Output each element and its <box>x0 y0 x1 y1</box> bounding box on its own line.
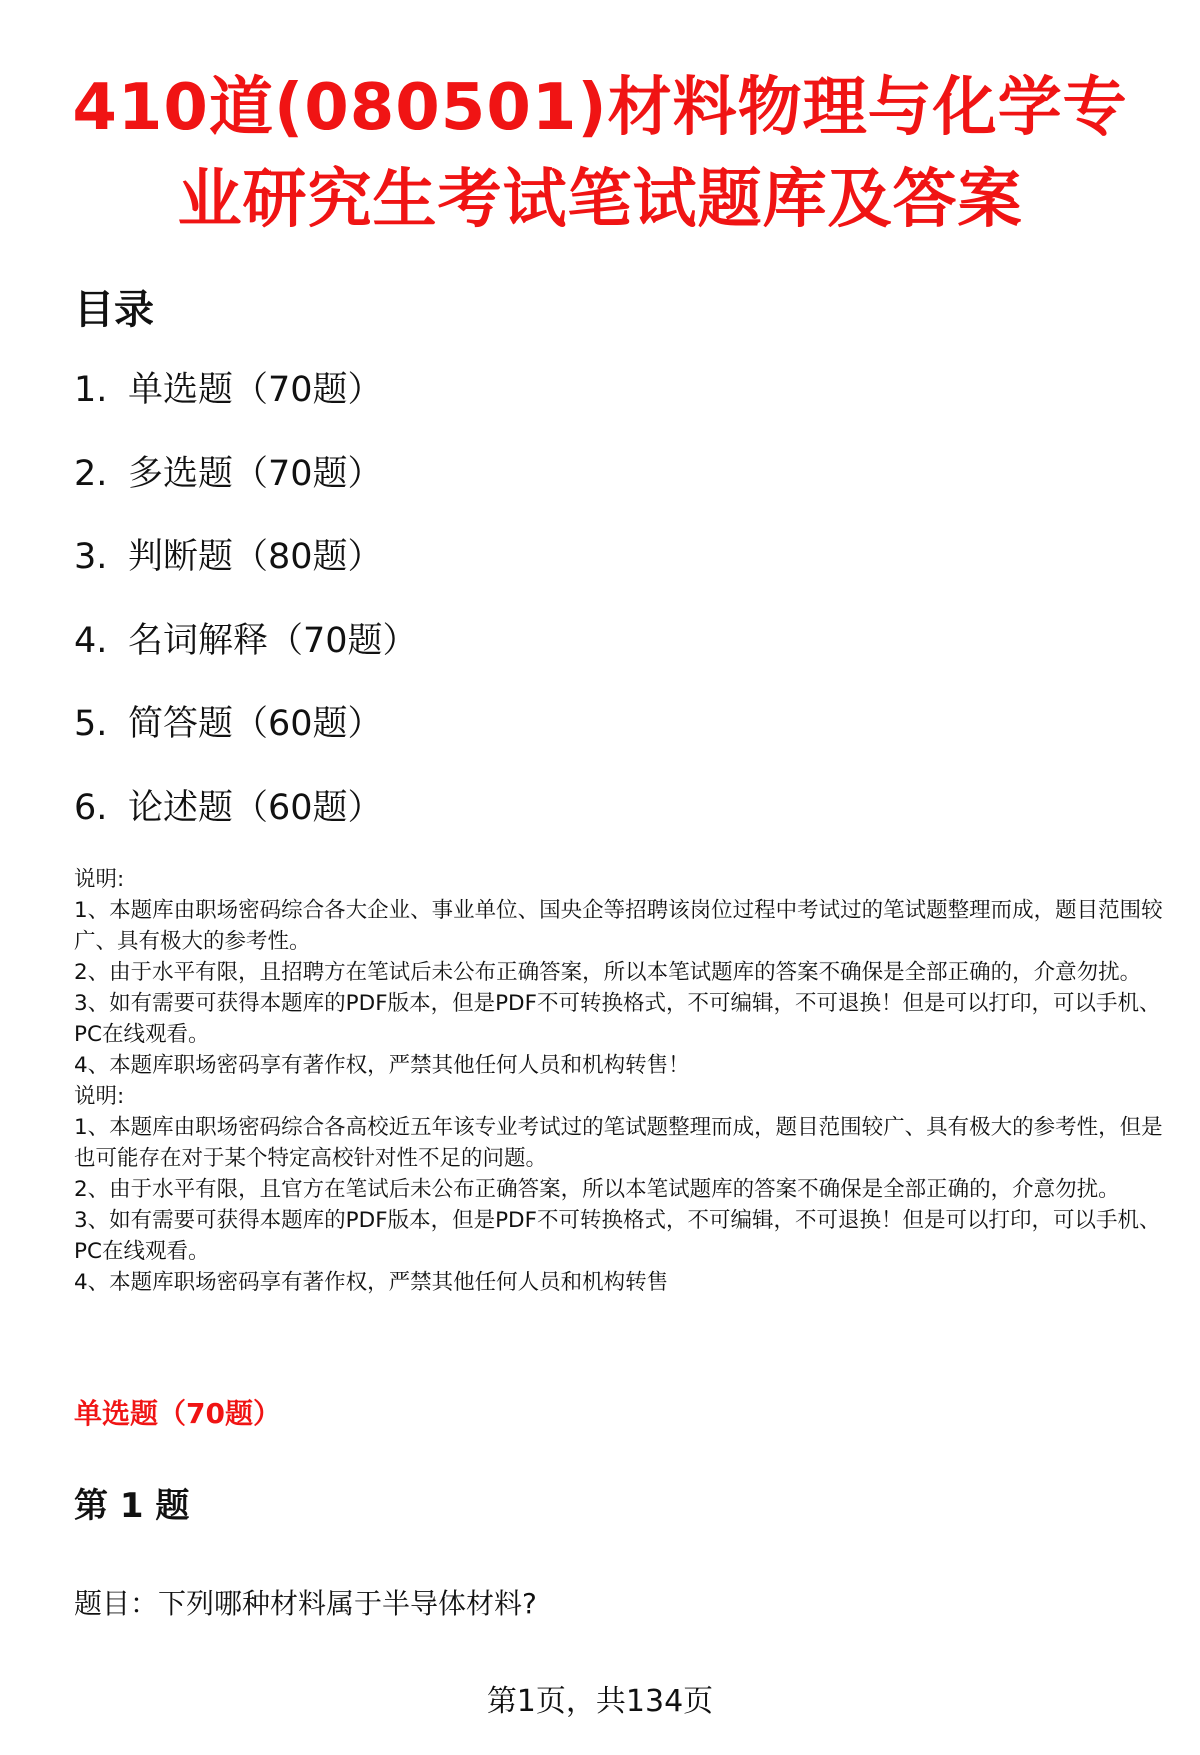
toc-item[interactable] <box>74 613 418 697</box>
toc-label: 多选题（70题） <box>128 453 383 494</box>
note-line: 1、本题库由职场密码综合各高校近五年该专业考试过的笔试题整理而成，题目范围较广、具有极大的参考性，但是也可能存在对于某个特定高校针对性不足的问题。 <box>74 1115 1163 1171</box>
toc-label: 判断题（80题） <box>128 537 383 577</box>
table-of-contents <box>74 362 418 863</box>
toc-number: 1. <box>74 370 108 410</box>
toc-label: 单选题（70题） <box>128 370 383 410</box>
toc-heading: 目录 <box>74 287 154 333</box>
toc-number: 3. <box>74 537 108 577</box>
toc-number: 5. <box>74 704 108 744</box>
title-line: 410道(080501)材料物理与化学专 <box>72 71 1128 145</box>
toc-item[interactable] <box>74 362 418 446</box>
note-line: 说明: <box>74 867 125 892</box>
toc-label: 论述题（60题） <box>128 787 383 828</box>
question-heading: 第 1 题 <box>74 1486 190 1526</box>
title-line: 业研究生考试笔试题库及答案 <box>177 163 1023 237</box>
note-line: 2、由于水平有限，且官方在笔试后未公布正确答案，所以本笔试题库的答案不确保是全部正确的，介意勿扰。 <box>74 1177 1120 1202</box>
toc-number: 4. <box>74 620 108 661</box>
note-line: 1、本题库由职场密码综合各大企业、事业单位、国央企等招聘该岗位过程中考试过的笔试题整理而成，题目范围较广、具有极大的参考性。 <box>74 898 1163 954</box>
note-line: 3、如有需要可获得本题库的PDF版本，但是PDF不可转换格式，不可编辑，不可退换！但是可以打印，可以手机、PC在线观看。 <box>74 991 1161 1047</box>
note-line: 4、本题库职场密码享有著作权，严禁其他任何人员和机构转售！ <box>74 1053 690 1078</box>
notes <box>74 864 1164 1298</box>
note-line: 3、如有需要可获得本题库的PDF版本，但是PDF不可转换格式，不可编辑，不可退换！但是可以打印，可以手机、PC在线观看。 <box>74 1208 1161 1264</box>
document-title <box>40 62 1160 246</box>
page-footer: 第1页，共134页 <box>486 1684 714 1719</box>
toc-label: 名词解释（70题） <box>128 620 418 661</box>
toc-item[interactable] <box>74 780 418 864</box>
toc-item[interactable] <box>74 446 418 530</box>
note-line: 4、本题库职场密码享有著作权，严禁其他任何人员和机构转售 <box>74 1270 669 1295</box>
toc-item[interactable] <box>74 529 418 613</box>
toc-number: 2. <box>74 453 108 494</box>
toc-label: 简答题（60题） <box>128 704 383 744</box>
toc-item[interactable] <box>74 696 418 780</box>
note-line: 说明: <box>74 1084 125 1109</box>
section-title: 单选题（70题） <box>74 1397 281 1430</box>
question-text: 题目：下列哪种材料属于半导体材料? <box>74 1587 537 1620</box>
toc-number: 6. <box>74 787 108 828</box>
note-line: 2、由于水平有限，且招聘方在笔试后未公布正确答案，所以本笔试题库的答案不确保是全部正确的，介意勿扰。 <box>74 960 1142 985</box>
